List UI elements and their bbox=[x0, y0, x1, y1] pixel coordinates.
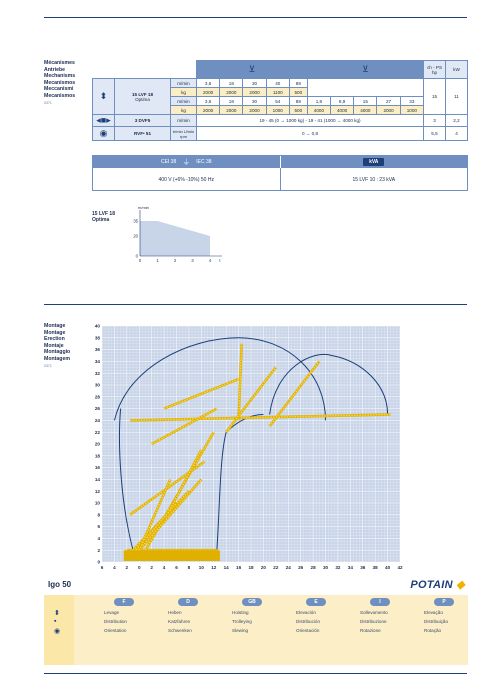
iec-label: IEC 38 bbox=[196, 159, 212, 165]
legend-word: Elevación bbox=[296, 610, 316, 615]
y-tick-label: 28 bbox=[94, 394, 100, 400]
x-tick-label: 28 bbox=[310, 565, 316, 570]
slewing-value: 0 → 0,8 bbox=[197, 127, 424, 141]
y-tick-label: 35 bbox=[133, 218, 138, 224]
top-rule bbox=[44, 17, 467, 18]
r2l-7: 4000 bbox=[354, 106, 377, 115]
trolley-kw: 2,2 bbox=[446, 115, 468, 127]
y-tick-label: 14 bbox=[94, 477, 100, 482]
hoist-model: 15 LVF 18 bbox=[131, 91, 154, 97]
label-es: Mecanismos bbox=[44, 79, 76, 86]
r2s-0: 3,6 bbox=[197, 97, 220, 106]
trolley-unit: m/min bbox=[171, 115, 197, 127]
legend-word: Sollevamento bbox=[360, 610, 388, 615]
r2l-8: 2000 bbox=[377, 106, 400, 115]
x-tick-label: 6 bbox=[175, 565, 178, 570]
lang-badge-f: F bbox=[114, 598, 134, 606]
r2l-2: 2000 bbox=[243, 106, 266, 115]
r1l-0: 2000 bbox=[197, 88, 220, 97]
lang-badge-d: D bbox=[178, 598, 198, 606]
x-tick-label: 38 bbox=[372, 565, 378, 570]
lang-badge-i: I bbox=[370, 598, 390, 606]
y-tick-label: 8 bbox=[97, 512, 100, 518]
x-tick-label: t bbox=[219, 258, 221, 263]
x-tick-label: 30 bbox=[322, 565, 329, 570]
middle-rule bbox=[44, 304, 467, 305]
kva-badge: kVA bbox=[363, 158, 384, 166]
erection-it: Montaggio bbox=[44, 349, 71, 356]
x-tick-label: 32 bbox=[335, 565, 341, 570]
hp-header: ch - PS hp bbox=[424, 61, 446, 79]
hoist-sub: Optima bbox=[135, 96, 150, 102]
legend-word: Schwenken bbox=[168, 628, 192, 633]
x-tick-label: 42 bbox=[397, 565, 403, 570]
r2l-6: 4000 bbox=[331, 106, 354, 115]
y-tick-label: 24 bbox=[94, 418, 100, 423]
erection-de: Montage bbox=[44, 329, 66, 336]
y-tick-label: 0 bbox=[135, 253, 138, 259]
erection-en: Erection bbox=[44, 336, 65, 343]
x-tick-label: 12 bbox=[211, 565, 217, 570]
label-de: Antriebe bbox=[44, 66, 66, 73]
x-tick-label: 10 bbox=[198, 565, 204, 570]
bottom-rule bbox=[44, 673, 467, 674]
cei-label: CEI 38 bbox=[160, 159, 177, 165]
y-tick-label: 10 bbox=[94, 500, 100, 506]
r2s-8: 27 bbox=[377, 97, 400, 106]
r2s-6: 8,9 bbox=[331, 97, 354, 106]
r1s-1: 18 bbox=[220, 79, 243, 88]
hook-double-icon: ⊻ bbox=[362, 64, 369, 74]
x-tick-label: 2 bbox=[173, 258, 177, 263]
model-name: Igo 50 bbox=[48, 580, 72, 589]
erection-labels bbox=[44, 323, 70, 369]
x-tick-label: 36 bbox=[360, 565, 366, 570]
x-tick-label: 20 bbox=[260, 565, 266, 570]
legend-word: Distribuzione bbox=[360, 619, 387, 624]
lang-badge-p: P bbox=[434, 598, 454, 606]
r1l-3: 1100 bbox=[266, 88, 289, 97]
y-tick-label: 34 bbox=[94, 359, 100, 364]
hoist-unit-speed-2: m/min bbox=[171, 97, 197, 106]
y-tick-label: 6 bbox=[97, 524, 100, 530]
legend-word: Heben bbox=[168, 610, 182, 615]
y-tick-label: 36 bbox=[94, 347, 100, 353]
small-chart-title-2: Optima bbox=[92, 217, 110, 223]
r2l-1: 2000 bbox=[220, 106, 243, 115]
potain-logo bbox=[410, 578, 465, 591]
r1s-4: 88 bbox=[289, 79, 307, 88]
x-tick-label: 22 bbox=[273, 565, 279, 570]
r1s-3: 40 bbox=[266, 79, 289, 88]
r2l-0: 2000 bbox=[197, 106, 220, 115]
erection-pt: Montagem bbox=[44, 355, 70, 362]
legend-word: Distribuição bbox=[424, 619, 448, 624]
label-it: Meccanismi bbox=[44, 86, 74, 93]
x-tick-label: 16 bbox=[236, 565, 242, 570]
x-tick-label: 2 bbox=[150, 565, 153, 570]
hoist-kw: 11 bbox=[446, 79, 468, 115]
legend-word: Distribution bbox=[104, 619, 127, 624]
y-axis-label: m/min bbox=[138, 205, 149, 210]
trolley-legend-icon: ▪ bbox=[54, 618, 57, 625]
hoist-unit-speed-1: m/min bbox=[171, 79, 197, 88]
legend-word: Orientation bbox=[104, 628, 127, 633]
voltage-value: 400 V (+6% -10%) 50 Hz bbox=[158, 176, 214, 183]
logo-mark-icon: ◆ bbox=[456, 579, 465, 591]
r1s-2: 30 bbox=[243, 79, 266, 88]
r2l-9: 1000 bbox=[400, 106, 423, 115]
y-tick-label: 32 bbox=[94, 370, 100, 376]
legend-word: Slewing bbox=[232, 628, 249, 633]
single-reeving-header bbox=[197, 61, 308, 79]
label-fr: Mécanismes bbox=[44, 60, 75, 66]
speed-area bbox=[140, 221, 210, 256]
plug-icon: ⏚ bbox=[182, 157, 191, 167]
trolley-model: 3 DVF5 bbox=[115, 115, 171, 127]
y-tick-label: 30 bbox=[94, 382, 100, 388]
kva-value: 15 LVF 10 : 23 kVA bbox=[280, 168, 468, 191]
trolley-icon-cell bbox=[93, 115, 115, 127]
legend-word: Katzfahren bbox=[168, 619, 191, 624]
lang-badge-gb: GB bbox=[242, 598, 262, 606]
lang-badge-e: E bbox=[306, 598, 326, 606]
hoist-model-cell bbox=[115, 79, 171, 115]
x-tick-label: 40 bbox=[385, 565, 391, 570]
slewing-icon-cell bbox=[93, 127, 115, 141]
double-reeving-header bbox=[307, 61, 423, 79]
power-supply-box bbox=[92, 155, 468, 191]
legend-word: Rotazione bbox=[360, 628, 381, 633]
r2l-4: 500 bbox=[289, 106, 307, 115]
r1s-0: 3,6 bbox=[197, 79, 220, 88]
y-tick-label: 2 bbox=[97, 547, 100, 553]
x-tick-label: 3 bbox=[191, 258, 194, 263]
x-tick-label: 6 bbox=[100, 565, 104, 570]
r2s-5: 1,8 bbox=[307, 97, 330, 106]
speed-time-chart bbox=[120, 205, 230, 270]
small-chart-title-1: 15 LVF 18 bbox=[92, 211, 115, 217]
hoist-icon: ⬍ bbox=[99, 91, 108, 101]
y-tick-label: 18 bbox=[94, 453, 100, 459]
r1l-1: 2000 bbox=[220, 88, 243, 97]
hoist-legend-icon: ⬍ bbox=[54, 610, 60, 617]
x-tick-label: 14 bbox=[223, 565, 229, 570]
r2s-4: 88 bbox=[289, 97, 307, 106]
x-tick-label: 18 bbox=[248, 565, 254, 570]
slewing-hp: 5,5 bbox=[424, 127, 446, 141]
legend-word: Hoisting bbox=[232, 610, 249, 615]
mechanisms-labels bbox=[44, 60, 75, 106]
x-tick-label: 1 bbox=[156, 258, 159, 263]
r2s-3: 54 bbox=[266, 97, 289, 106]
legend-word: Levage bbox=[104, 610, 120, 615]
y-tick-label: 40 bbox=[94, 323, 100, 329]
small-chart-title bbox=[92, 211, 115, 223]
trolley-hp: 3 bbox=[424, 115, 446, 127]
y-tick-label: 22 bbox=[94, 429, 100, 435]
erection-fr: Montage bbox=[44, 323, 66, 329]
x-tick-label: 26 bbox=[298, 565, 304, 570]
legend-word: Elevação bbox=[424, 610, 443, 615]
crane-base bbox=[124, 550, 220, 561]
mechanisms-ref: 0371 bbox=[44, 100, 52, 105]
r1l-2: 2000 bbox=[243, 88, 266, 97]
hoist-unit-load-2: kg bbox=[171, 106, 197, 115]
r2l-3: 1000 bbox=[266, 106, 289, 115]
y-tick-label: 0 bbox=[97, 559, 100, 565]
x-tick-label: 2 bbox=[125, 565, 129, 570]
erection-ref: 0371 bbox=[44, 363, 52, 368]
slewing-unit: tr/min U/min rpm bbox=[171, 127, 197, 141]
trolley-icon: ◂■▸ bbox=[96, 115, 111, 125]
y-tick-label: 38 bbox=[94, 335, 100, 341]
legend-word: Orientación bbox=[296, 628, 320, 633]
language-legend bbox=[44, 595, 468, 665]
x-tick-label: 4 bbox=[162, 565, 166, 570]
hoist-hp: 15 bbox=[424, 79, 446, 115]
r2s-7: 15 bbox=[354, 97, 377, 106]
r1l-4: 500 bbox=[289, 88, 307, 97]
erection-es: Montaje bbox=[44, 342, 64, 349]
x-tick-label: 24 bbox=[285, 565, 291, 570]
hoist-unit-load-1: kg bbox=[171, 88, 197, 97]
trolley-value: 19 - 45 (0 → 1000 kg) - 19 - 41 (1000 → 4000 kg) bbox=[197, 115, 424, 127]
r2s-2: 30 bbox=[243, 97, 266, 106]
hoist-icon-cell bbox=[93, 79, 115, 115]
r2s-9: 33 bbox=[400, 97, 423, 106]
y-tick-label: 16 bbox=[94, 465, 100, 471]
label-en: Mechanisms bbox=[44, 73, 76, 80]
r2s-1: 18 bbox=[220, 97, 243, 106]
y-tick-label: 20 bbox=[94, 441, 100, 447]
x-tick-label: 8 bbox=[187, 565, 191, 570]
mechanisms-table bbox=[92, 60, 468, 141]
x-tick-label: 4 bbox=[208, 258, 212, 263]
y-tick-label: 12 bbox=[94, 488, 100, 494]
slewing-legend-icon: ◉ bbox=[54, 628, 61, 635]
y-tick-label: 20 bbox=[133, 233, 138, 239]
erection-diagram bbox=[88, 318, 406, 578]
x-tick-label: 34 bbox=[347, 565, 353, 570]
y-tick-label: 4 bbox=[97, 536, 100, 541]
slewing-kw: 4 bbox=[446, 127, 468, 141]
legend-word: Distribución bbox=[296, 619, 320, 624]
kw-header: kW bbox=[446, 61, 468, 79]
x-tick-label: 0 bbox=[137, 565, 141, 570]
hook-single-icon: ⊻ bbox=[248, 64, 256, 74]
legend-word: Rotação bbox=[424, 628, 442, 633]
label-pt: Mecanismos bbox=[44, 92, 76, 99]
r2l-5: 4000 bbox=[307, 106, 330, 115]
slewing-icon: ◉ bbox=[99, 128, 108, 138]
y-tick-label: 26 bbox=[94, 406, 100, 412]
x-tick-label: 0 bbox=[138, 258, 142, 263]
x-tick-label: 4 bbox=[113, 565, 116, 570]
legend-word: Trolleying bbox=[232, 619, 252, 624]
logo-text: POTAIN bbox=[410, 579, 453, 591]
slewing-model: RVF• 51 bbox=[115, 127, 171, 141]
